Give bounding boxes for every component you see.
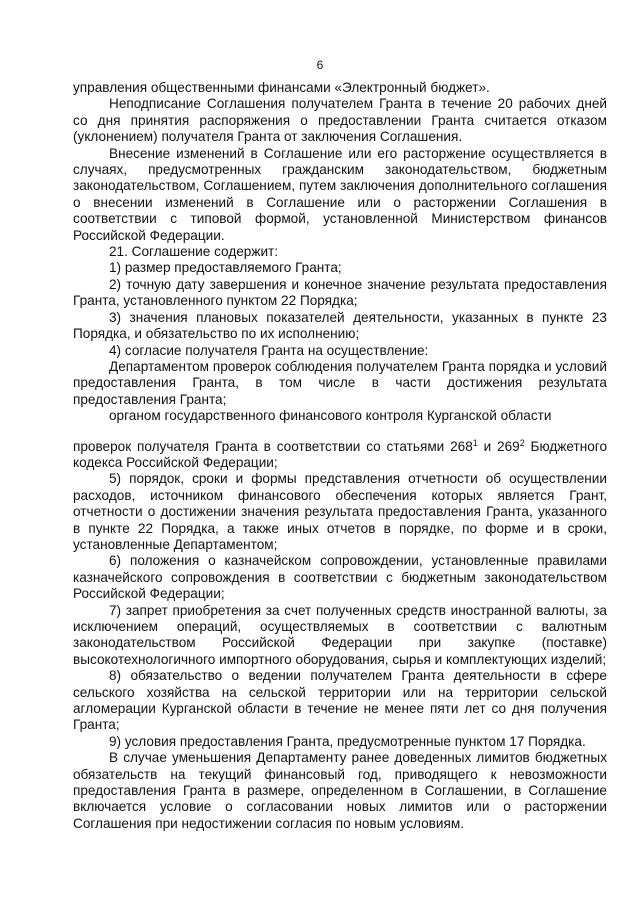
text-fragment: Бюджетного кодекса Российской Федерации; (73, 438, 608, 470)
text-fragment: и 269 (477, 438, 520, 454)
paragraph: Неподписание Соглашения получателем Гранта в течение 20 рабочих дней со дня принятия распоряжения о предоставлении Гранта считается отказом (уклонением) получателя Гранта от заключения Соглашения. (73, 96, 607, 145)
document-body (73, 80, 607, 832)
list-item: 9) условия предоставления Гранта, предусмотренные пунктом 17 Порядка. (109, 733, 586, 749)
section-heading: 21. Соглашение содержит: (109, 244, 279, 260)
list-item: 3) значения плановых показателей деятельности, указанных в пункте 23 Порядка, и обязательство по их исполнению; (73, 309, 607, 342)
superscript: 2 (519, 437, 525, 448)
paragraph: органом государственного финансового контроля Курганской области (109, 408, 552, 424)
page-number: 6 (316, 58, 324, 72)
list-item: 7) запрет приобретения за счет полученных средств иностранной валюты, за исключением операций, осуществляемых в соответствии с валютным законодательством Российской Федерации при закупке (поставке) высокотехнологичного импортного оборудования, сырья и комплектующих изделий; (73, 602, 607, 667)
paragraph: Департаментом проверок соблюдения получателем Гранта порядка и условий предоставления Гранта, в том числе в части достижения результата предоставления Гранта; (73, 358, 607, 407)
list-item: 1) размер предоставляемого Гранта; (109, 260, 342, 276)
list-item: 2) точную дату завершения и конечное значение результата предоставления Гранта, установленного пунктом 22 Порядка; (73, 276, 607, 309)
paragraph (73, 439, 607, 472)
list-item: 6) положения о казначейском сопровождении, установленные правилами казначейского сопровождения в соответствии с бюджетным законодательством Российской Федерации; (73, 553, 607, 602)
superscript: 1 (472, 437, 478, 448)
list-item: 5) порядок, сроки и формы представления отчетности об осуществлении расходов, источником финансового обеспечения которых является Грант, отчетности о достижении значения результата предоставления Гранта, указанного в пункте 22 Порядка, а также иных отчетов в порядке, по форме и в сроки, установленные Департаментом; (73, 471, 607, 552)
list-item: 8) обязательство о ведении получателем Гранта деятельности в сфере сельского хозяйства на сельской территории или на территории сельской агломерации Курганской области в течение не менее пяти лет со дня получения Гранта; (73, 668, 607, 733)
text-fragment: проверок получателя Гранта в соответствии со статьями 268 (73, 438, 473, 454)
paragraph: управления общественными финансами «Электронный бюджет». (73, 80, 490, 95)
paragraph: Внесение изменений в Соглашение или его расторжение осуществляется в случаях, предусмотренных гражданским законодательством, бюджетным законодательством, Соглашением, путем заключения дополнительного соглашения о внесении изменений в Соглашение или о расторжении Соглашения в соответствии с типовой формой, установленной Министерством финансов Российской Федерации. (73, 145, 607, 243)
paragraph: В случае уменьшения Департаменту ранее доведенных лимитов бюджетных обязательств на текущий финансовый год, приводящего к невозможности предоставления Гранта в размере, определенном в Соглашении, в Соглашение включается условие о согласовании новых лимитов или о расторжении Соглашения при недостижении согласия по новым условиям. (73, 750, 607, 831)
list-item: 4) согласие получателя Гранта на осуществление: (109, 342, 429, 358)
